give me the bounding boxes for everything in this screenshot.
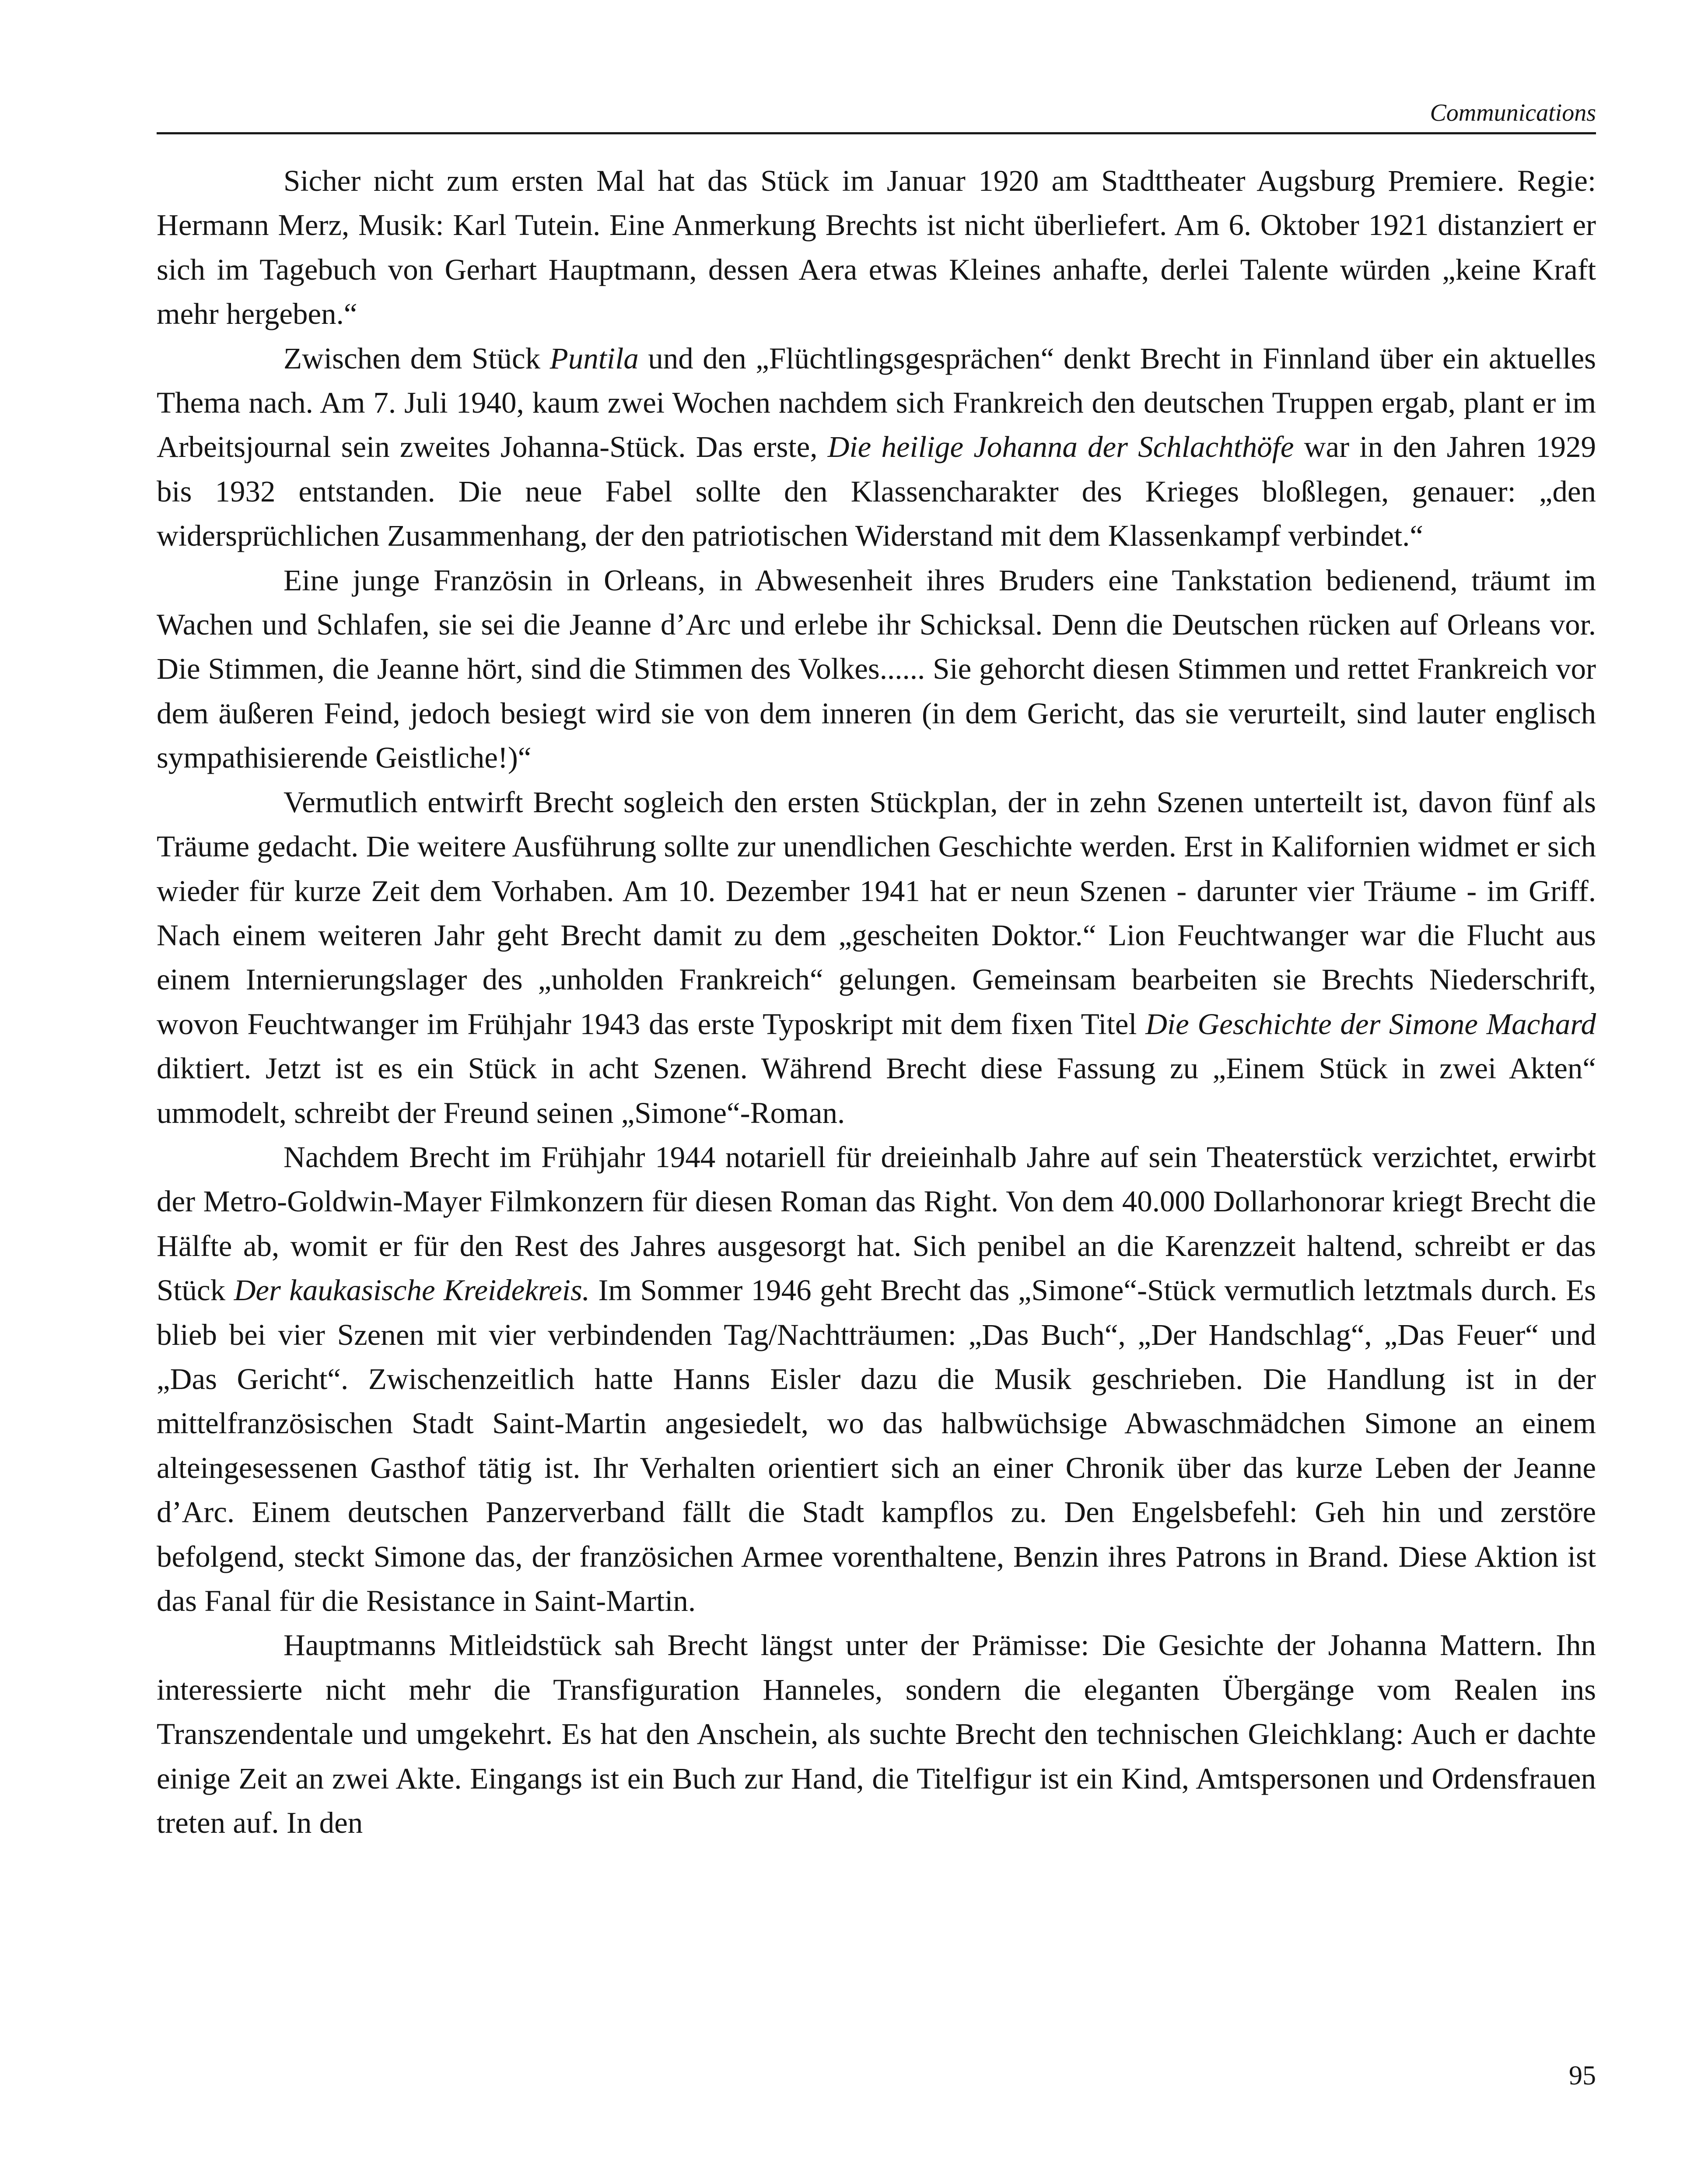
text-run: Vermutlich entwirft Brecht sogleich den ersten Stückplan, der in zehn Szenen unterteilt ist, davon fünf als Träume gedacht. Die weitere Ausführung sollte zur unendlichen Geschichte werden. Erst in Kalifornien widmet er sich wieder für kurze Zeit dem Vorhaben. Am 10. Dezember 1941 hat er neun Szenen - darunter vier Träume - im Griff. Nach einem weiteren Jahr geht Brecht damit zu dem „gescheiten Doktor.“ Lion Feuchtwanger war die Flucht aus einem Internierungslager des „unholden Frankreich“ gelungen. Gemeinsam bearbeiten sie Brechts Niederschrift, wovon Feuchtwanger im Frühjahr 1943 das erste Typoskript mit dem fixen Titel bbox=[157, 785, 1596, 1041]
italic-title: Puntila bbox=[550, 341, 639, 375]
text-run: Sicher nicht zum ersten Mal hat das Stück im Januar 1920 am Stadttheater Augsburg Premiere. Regie: Hermann Merz, Musik: Karl Tutein. Eine Anmerkung Brechts ist nicht überliefert. Am 6. Oktober 1921 distanziert er sich im Tagebuch von Gerhart Hauptmann, dessen Aera etwas Kleines anhafte, derlei Talente würden „keine Kraft mehr hergeben.“ bbox=[157, 164, 1596, 331]
running-header bbox=[157, 92, 1596, 134]
text-run: Eine junge Französin in Orleans, in Abwesenheit ihres Bruders eine Tankstation bedienend, träumt im Wachen und Schlafen, sie sei die Jeanne d’Arc und erlebe ihr Schicksal. Denn die Deutschen rücken auf Orleans vor. Die Stimmen, die Jeanne hört, sind die Stimmen des Volkes...... Sie gehorcht diesen Stimmen und rettet Frankreich vor dem äußeren Feind, jedoch besiegt wird sie von dem inneren (in dem Gericht, das sie verurteilt, sind lauter englisch sympathisierende Geistliche!)“ bbox=[157, 563, 1596, 775]
text-run: Hauptmanns Mitleidstück sah Brecht längst unter der Prämisse: Die Gesichte der Johanna Mattern. Ihn interessierte nicht mehr die Transfiguration Hanneles, sondern die eleganten Übergänge vom Realen ins Transzendentale und umgekehrt. Es hat den Anschein, als suchte Brecht den technischen Gleichklang: Auch er dachte einige Zeit an zwei Akte. Eingangs ist ein Buch zur Hand, die Titelfigur ist ein Kind, Amtspersonen und Ordensfrauen treten auf. In den bbox=[157, 1628, 1596, 1840]
italic-title: Die Geschichte der Simone Machard bbox=[1145, 1007, 1596, 1041]
page-number: 95 bbox=[1569, 2061, 1596, 2091]
text-run: Im Sommer 1946 geht Brecht das „Simone“-Stück vermutlich letztmals durch. Es blieb bei vier Szenen mit vier verbindenden Tag/Nachtträumen: „Das Buch“, „Der Handschlag“, „Das Feuer“ und „Das Gericht“. Zwischenzeitlich hatte Hanns Eisler dazu die Musik geschrieben. Die Handlung ist in der mittelfranzösischen Stadt Saint-Martin angesiedelt, wo das halbwüchsige Abwaschmädchen Simone an einem alteingesessenen Gasthof tätig ist. Ihr Verhalten orientiert sich an einer Chronik über das kurze Leben der Jeanne d’Arc. Einem deutschen Panzerverband fällt die Stadt kampflos zu. Den Engelsbefehl: Geh hin und zerstöre befolgend, steckt Simone das, der französichen Armee vorenthaltene, Benzin ihres Patrons in Brand. Diese Aktion ist das Fanal für die Resistance in Saint-Martin. bbox=[157, 1273, 1596, 1617]
text-run: und den „Flüchtlingsgesprächen“ denkt Brecht in Finnland über ein aktuelles Thema nach. Am 7. Juli 1940, kaum zwei Wochen nachdem sich Frankreich den deutschen Truppen ergab, plant er im Arbeitsjournal sein zweites Johanna-Stück. Das erste, bbox=[157, 341, 1596, 464]
italic-title: Die heilige Johanna der Schlachthöfe bbox=[827, 430, 1294, 464]
paragraph bbox=[157, 159, 1596, 337]
paragraph bbox=[157, 1623, 1596, 1845]
text-run: Nachdem Brecht im Frühjahr 1944 notariell für dreieinhalb Jahre auf sein Theaterstück verzichtet, erwirbt der Metro-Goldwin-Mayer Filmkonzern für diesen Roman das Right. Von dem 40.000 Dollarhonorar kriegt Brecht die Hälfte ab, womit er für den Rest des Jahres ausgesorgt hat. Sich penibel an die Karenzzeit haltend, schreibt er das Stück bbox=[157, 1140, 1596, 1307]
running-header-title: Communications bbox=[1430, 99, 1596, 126]
text-run: Zwischen dem Stück bbox=[284, 341, 550, 375]
paragraph bbox=[157, 1135, 1596, 1623]
text-run: war in den Jahren 1929 bis 1932 entstanden. Die neue Fabel sollte den Klassencharakter des Krieges bloßlegen, genauer: „den widersprüchlichen Zusammenhang, der den patriotischen Widerstand mit dem Klassenkampf verbindet.“ bbox=[157, 430, 1596, 553]
italic-title: Der kaukasische Kreidekreis. bbox=[234, 1273, 590, 1307]
text-run: diktiert. Jetzt ist es ein Stück in acht Szenen. Während Brecht diese Fassung zu „Einem Stück in zwei Akten“ ummodelt, schreibt der Freund seinen „Simone“-Roman. bbox=[157, 1052, 1596, 1130]
paragraph bbox=[157, 558, 1596, 780]
body-text bbox=[157, 159, 1596, 1845]
paragraph bbox=[157, 780, 1596, 1135]
paragraph bbox=[157, 337, 1596, 558]
